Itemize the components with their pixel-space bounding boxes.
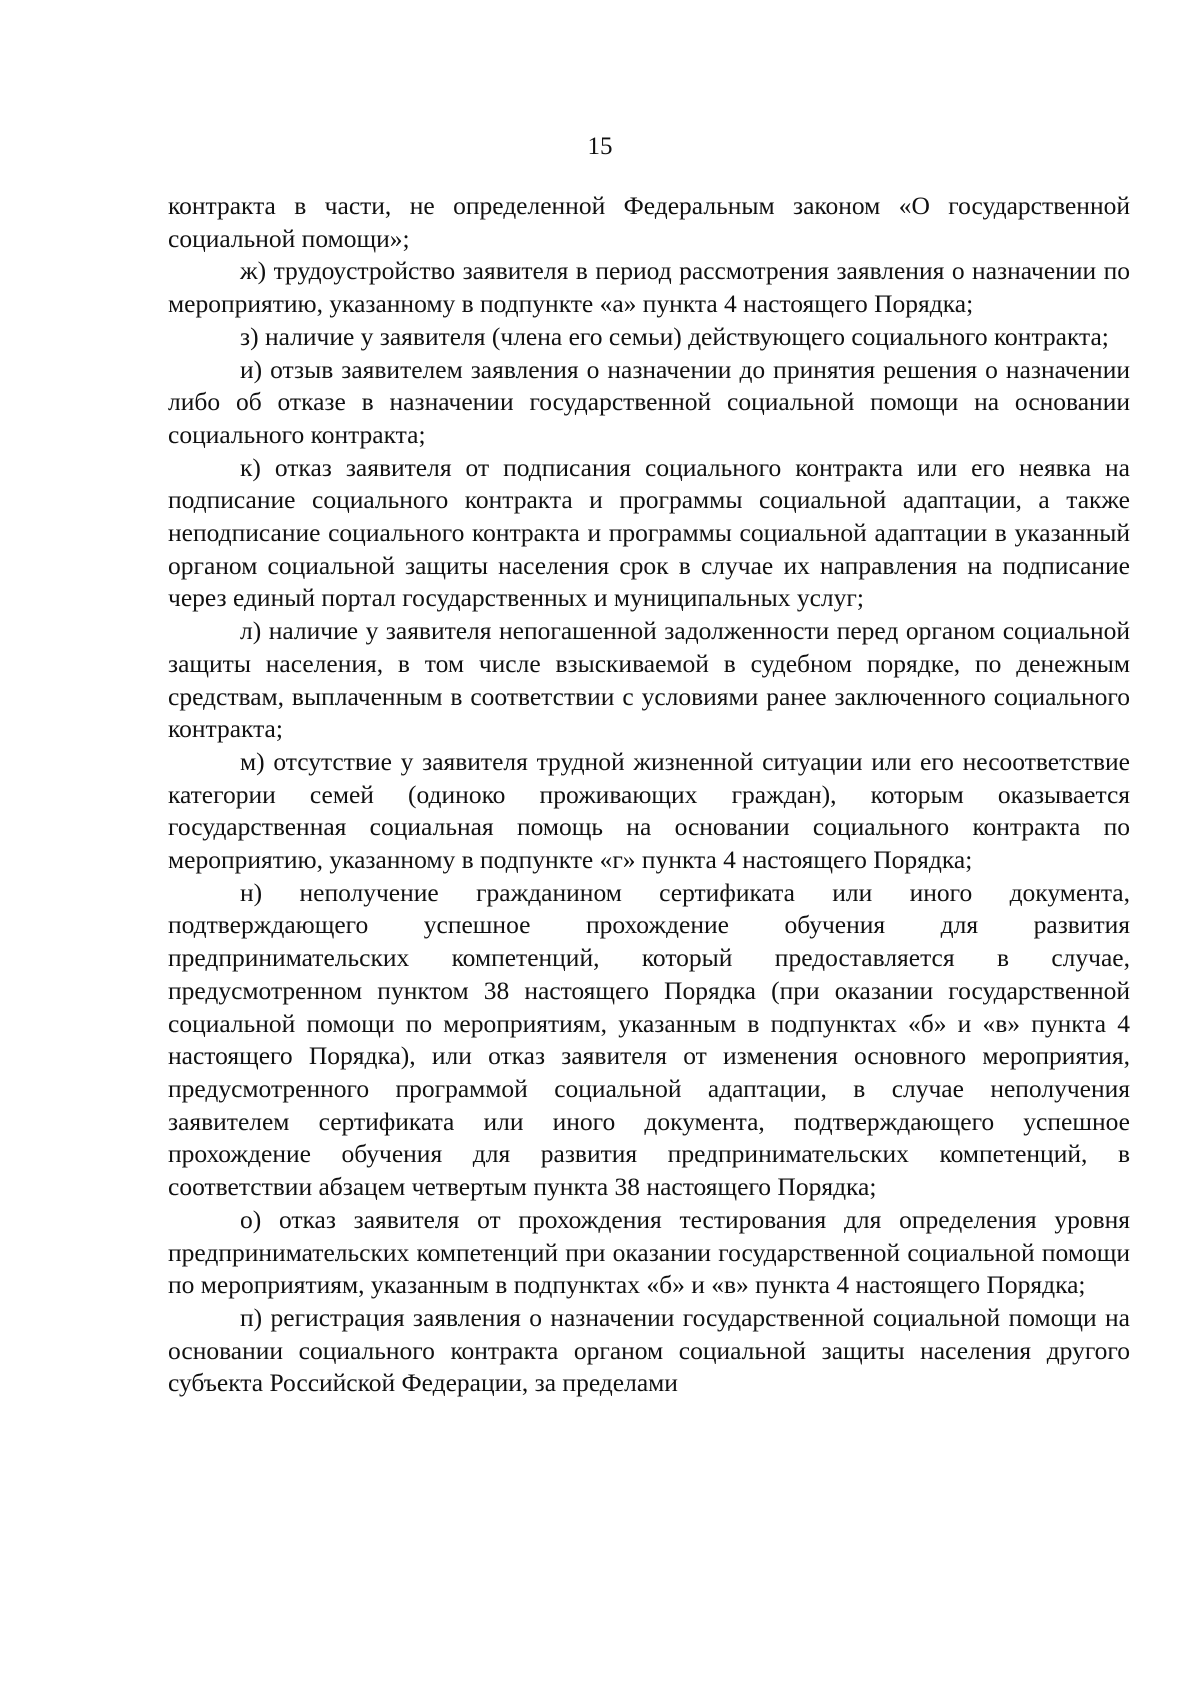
paragraph-item-p: п) регистрация заявления о назначении государственной социальной помощи на основании социального контракта органом социальной защиты населения другого субъекта Российской Федерации, за пределами	[168, 1302, 1130, 1398]
page-number: 15	[587, 133, 613, 160]
paragraph-item-m: м) отсутствие у заявителя трудной жизненной ситуации или его несоответствие категории семей (одиноко проживающих граждан), которым оказывается государственная социальная помощь на основании социального контракта по мероприятию, указанному в подпункте «г» пункта 4 настоящего Порядка;	[168, 746, 1130, 875]
paragraph-item-zh: ж) трудоустройство заявителя в период рассмотрения заявления о назначении по мероприятию, указанному в подпункте «а» пункта 4 настоящего Порядка;	[168, 256, 1130, 319]
document-body	[168, 190, 1130, 1400]
paragraph-continuation: контракта в части, не определенной Федеральным законом «О государственной социальной помощи»;	[168, 191, 1130, 253]
paragraph-item-k: к) отказ заявителя от подписания социального контракта или его неявка на подписание социального контракта и программы социальной адаптации, а также неподписание социального контракта и программы социальной адаптации в указанный органом социальной защиты населения срок в случае их направления на подписание через единый портал государственных и муниципальных услуг;	[168, 452, 1130, 613]
paragraph-item-o: о) отказ заявителя от прохождения тестирования для определения уровня предпринимательских компетенций при оказании государственной социальной помощи по мероприятиям, указанным в подпунктах «б» и «в» пункта 4 настоящего Порядка;	[168, 1204, 1130, 1300]
paragraph-item-l: л) наличие у заявителя непогашенной задолженности перед органом социальной защиты населения, в том числе взыскиваемой в судебном порядке, по денежным средствам, выплаченным в соответствии с условиями ранее заключенного социального контракта;	[168, 616, 1130, 744]
paragraph-item-z: з) наличие у заявителя (члена его семьи) действующего социального контракта;	[240, 321, 1109, 351]
paragraph-item-i: и) отзыв заявителем заявления о назначении до принятия решения о назначении либо об отказе в назначении государственной социальной помощи на основании социального контракта;	[168, 354, 1130, 449]
paragraph-item-n: н) неполучение гражданином сертификата или иного документа, подтверждающего успешное прохождение обучения для развития предпринимательских компетенций, который предоставляется в случае, предусмотренном пунктом 38 настоящего Порядка (при оказании государственной социальной помощи по мероприятиям, указанным в подпунктах «б» и «в» пункта 4 настоящего Порядка), или отказ заявителя от изменения основного мероприятия, предусмотренного программой социальной адаптации, в случае неполучения заявителем сертификата или иного документа, подтверждающего успешное прохождение обучения для развития предпринимательских компетенций, в соответствии абзацем четвертым пункта 38 настоящего Порядка;	[168, 877, 1130, 1202]
